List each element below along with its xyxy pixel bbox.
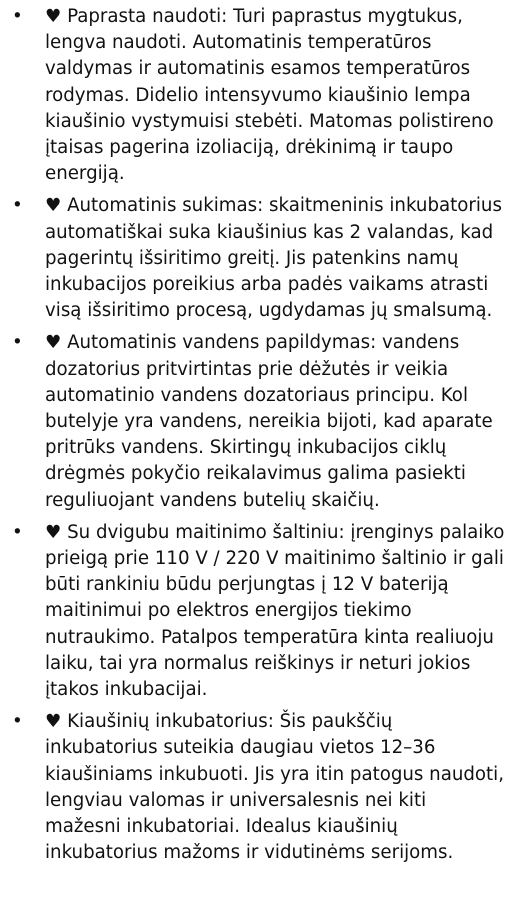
list-item-text: ♥ Automatinis vandens papildymas: vandens dozatorius pritvirtintas prie dėžutės ir veikia automatinio vandens dozatoriaus principu. Kol butelyje yra vandens, nereikia bijoti, kad aparate pritrūks vandens. Skirtingų inkubacijos ciklų drėgmės pokyčio reikalavimus galima pasiekti reguliuojant vandens butelių skaičių. <box>45 332 493 511</box>
bullet-icon: • <box>12 521 23 543</box>
list-item-text: ♥ Paprasta naudoti: Turi paprastus mygtukus, lengva naudoti. Automatinis temperatūros valdymas ir automatinis esamos temperatūros rodymas. Didelio intensyvumo kiaušinio lempa kiaušinio vystymuisi stebėti. Matomas polistireno įtaisas pagerina izoliaciją, drėkinimą ir taupo energiją. <box>45 6 494 185</box>
bullet-icon: • <box>12 332 23 354</box>
list-item <box>12 520 505 703</box>
list-item <box>12 330 505 513</box>
list-item-text: ♥ Kiaušinių inkubatorius: Šis paukščių inkubatorius suteikia daugiau vietos 12–36 kiaušiniams inkubuoti. Jis yra itin patogus naudoti, lengviau valomas ir universalesnis nei kiti mažesni inkubatoriai. Idealus kiaušinių inkubatorius mažoms ir vidutinėms serijoms. <box>45 711 505 864</box>
bullet-icon: • <box>12 711 23 733</box>
list-item <box>12 193 505 324</box>
list-item <box>12 4 505 187</box>
list-item-text: ♥ Su dvigubu maitinimo šaltiniu: įrenginys palaiko prieigą prie 110 V / 220 V maitinimo šaltinio ir gali būti rankiniu būdu perjungtas į 12 V bateriją maitinimui po elektros energijos tiekimo nutraukimo. Patalpos temperatūra kinta realiuoju laiku, tai yra normalus reiškinys ir neturi jokios įtakos inkubacijai. <box>45 521 505 701</box>
list-item-text: ♥ Automatinis sukimas: skaitmeninis inkubatorius automatiškai suka kiaušinius kas 2 valandas, kad pagerintų išsiritimo greitį. Jis patenkins namų inkubacijos poreikius arba padės vaikams atrasti visą išsiritimo procesą, ugdydamas jų smalsumą. <box>45 195 502 322</box>
bullet-icon: • <box>12 6 23 27</box>
bullet-icon: • <box>12 195 23 217</box>
list-item <box>12 709 505 866</box>
